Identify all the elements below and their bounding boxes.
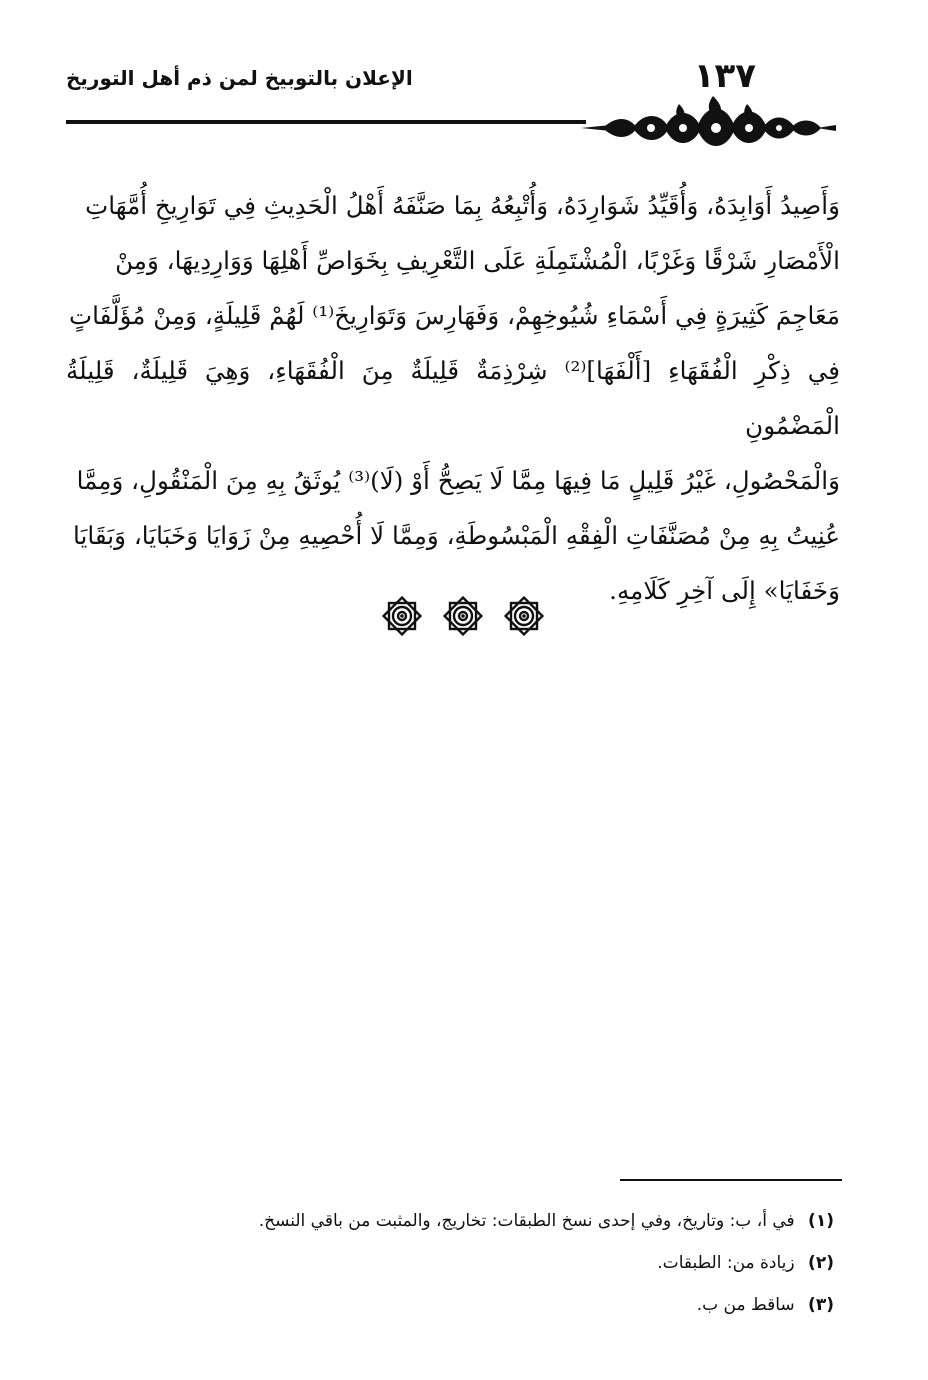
- floral-ornament-icon: [581, 90, 836, 146]
- footnote-rule: [620, 1179, 842, 1181]
- footnote-1: [120, 1200, 834, 1242]
- footnote-2: [120, 1242, 834, 1284]
- footnote-number: (١): [808, 1211, 834, 1231]
- footnote-text: في أ، ب: وتاريخ، وفي إحدى نسخ الطبقات: تخاريج، والمثبت من باقي النسخ.: [258, 1211, 795, 1231]
- page-number: ١٣٧: [693, 56, 756, 96]
- star-rosette-icon: [441, 594, 485, 638]
- footnote-number: (٣): [808, 1295, 834, 1315]
- footnotes: [120, 1200, 834, 1326]
- footnote-text: ساقط من ب.: [696, 1295, 795, 1315]
- footnote-text: زيادة من: الطبقات.: [657, 1253, 795, 1273]
- star-rosette-icon: [380, 594, 424, 638]
- running-title: الإعلان بالتوبيخ لمن ذم أهل التوريخ: [66, 66, 413, 90]
- page-header: [66, 50, 846, 140]
- main-text-paragraph: وَأَصِيدُ أَوَابِدَهُ، وَأُقَيِّدُ شَوَارِدَهُ، وَأُتْبِعُهُ بِمَا صَنَّفَهُ أَهْلُ الْحَدِيثِ فِي تَوَارِيخِ أُمَّهَاتِ الْأَمْصَارِ شَرْقًا وَغَرْبًا، الْمُشْتَمِلَةِ عَلَى التَّعْرِيفِ بِخَوَاصِّ أَهْلِهَا وَوَارِدِيهَا، وَمِنْ مَعَاجِمَ كَثِيرَةٍ فِي أَسْمَاءِ شُيُوخِهِمْ، وَفَهَارِسَ وَتَوَارِيخَ⁽¹⁾ لَهُمْ قَلِيلَةٍ، وَمِنْ مُؤَلَّفَاتٍ فِي ذِكْرِ الْفُقَهَاءِ [أَلْفَهَا]⁽²⁾ شِرْذِمَةٌ قَلِيلَةٌ مِنَ الْفُقَهَاءِ، وَهِيَ قَلِيلَةٌ، قَلِيلَةُ الْمَضْمُونِ وَالْمَحْصُولِ، غَيْرُ قَلِيلٍ مَا فِيهَا مِمَّا لَا يَصِحُّ أَوْ (لَا)⁽³⁾ يُوثَقُ بِهِ مِنَ الْمَنْقُولِ، وَمِمَّا عُنِيتُ بِهِ مِنْ مُصَنَّفَاتِ الْفِقْهِ الْمَبْسُوطَةِ، وَمِمَّا لَا أُحْصِيهِ مِنْ زَوَايَا وَخَبَايَا، وَبَقَايَا وَخَفَايَا» إِلَى آخِرِ كَلَامِهِ.: [66, 191, 840, 605]
- section-divider: [380, 594, 546, 638]
- footnote-3: [120, 1284, 834, 1326]
- header-rule: [66, 120, 586, 124]
- star-rosette-icon: [502, 594, 546, 638]
- footnote-number: (٢): [808, 1253, 834, 1273]
